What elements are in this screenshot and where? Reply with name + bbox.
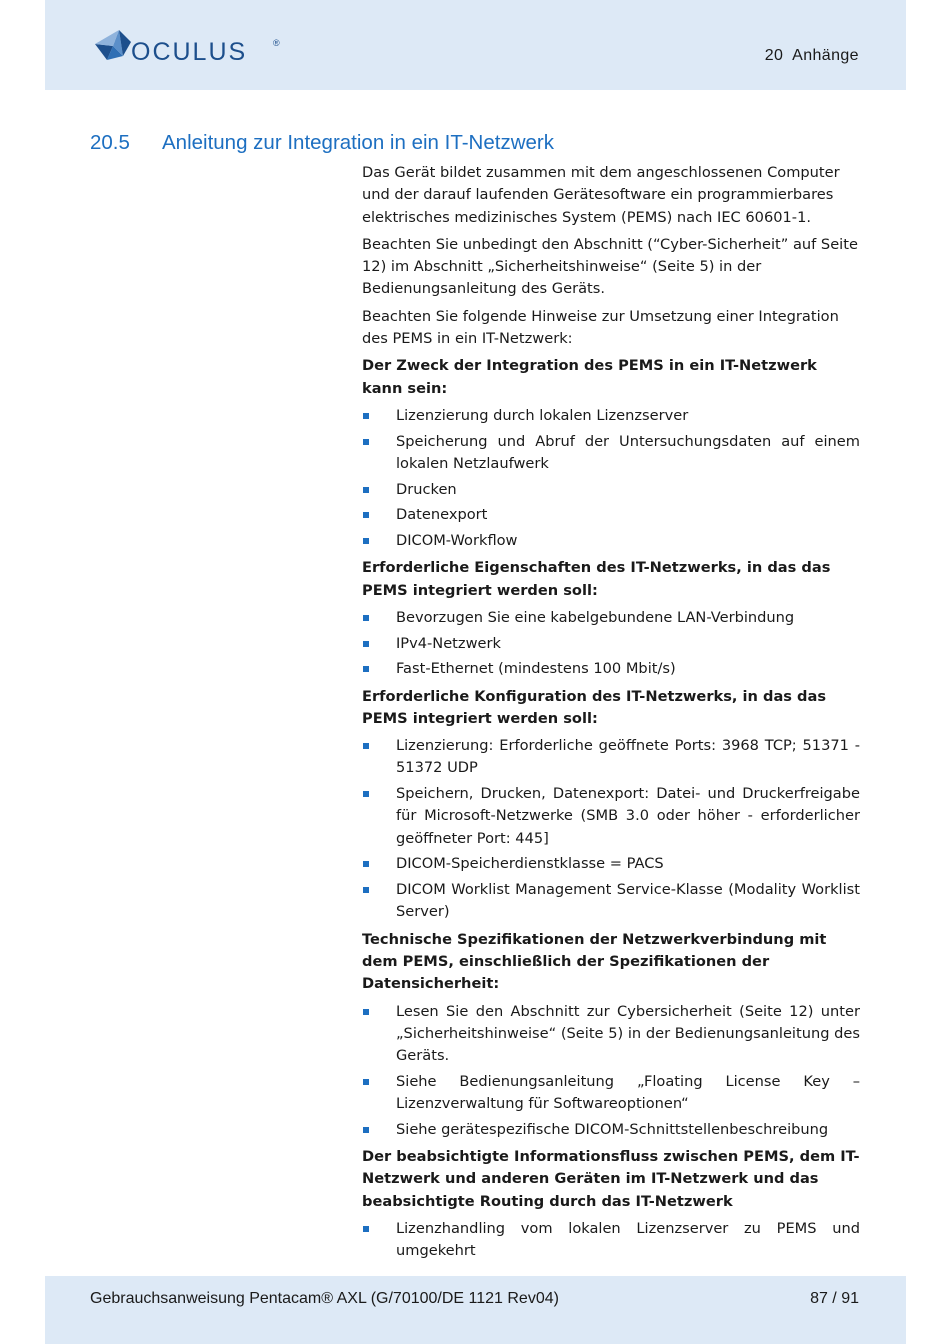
list-item bbox=[362, 431, 860, 476]
list-item-text: DICOM Worklist Management Service-Klasse (Modality Worklist Server) bbox=[396, 881, 860, 921]
oculus-logo bbox=[93, 26, 283, 66]
square-bullet-icon bbox=[363, 1079, 369, 1085]
registered-mark: ® bbox=[273, 38, 280, 48]
list-item-text: Lizenzhandling vom lokalen Lizenzserver zu PEMS und umgekehrt bbox=[396, 1220, 860, 1260]
list-item-text: DICOM-Workflow bbox=[396, 532, 518, 550]
list-item bbox=[362, 504, 860, 526]
page-footer bbox=[45, 1276, 906, 1344]
list-item-text: Siehe gerätespezifische DICOM-Schnittstellenbeschreibung bbox=[396, 1120, 829, 1138]
paragraph: Beachten Sie folgende Hinweise zur Umsetzung einer Integration des PEMS in ein IT-Netzwerk: bbox=[362, 307, 839, 348]
paragraph: Beachten Sie unbedingt den Abschnitt (“Cyber-Sicherheit” auf Seite 12) im Abschnitt „Sicherheitshinweise“ (Seite 5) in der Bedienungsanleitung des Geräts. bbox=[362, 235, 858, 298]
bullet-list bbox=[362, 607, 860, 681]
bullet-list bbox=[362, 1001, 860, 1142]
bullet-list bbox=[362, 735, 860, 924]
list-item-text: Drucken bbox=[396, 480, 457, 498]
list-item-text: Datenexport bbox=[396, 506, 488, 524]
list-item bbox=[362, 735, 860, 780]
square-bullet-icon bbox=[363, 791, 369, 797]
square-bullet-icon bbox=[363, 615, 369, 621]
square-bullet-icon bbox=[363, 1226, 369, 1232]
list-item-text: Fast-Ethernet (mindestens 100 Mbit/s) bbox=[396, 660, 676, 678]
square-bullet-icon bbox=[363, 1009, 369, 1015]
page-header bbox=[45, 0, 906, 90]
section-heading bbox=[90, 131, 554, 155]
square-bullet-icon bbox=[363, 538, 369, 544]
square-bullet-icon bbox=[363, 512, 369, 518]
list-item bbox=[362, 783, 860, 850]
list-item-text: DICOM-Speicherdienstklasse = PACS bbox=[396, 855, 664, 873]
logo-text: OCULUS bbox=[131, 38, 248, 66]
bullet-list bbox=[362, 405, 860, 552]
square-bullet-icon bbox=[363, 666, 369, 672]
list-item bbox=[362, 530, 860, 552]
list-item-text: Siehe Bedienungsanleitung „Floating License Key – Lizenzverwaltung für Softwareoptionen“ bbox=[396, 1072, 860, 1113]
paragraph: Das Gerät bildet zusammen mit dem angeschlossenen Computer und der darauf laufenden Gerätesoftware ein programmierbares elektrisches medizinisches System (PEMS) nach IEC 60601-1. bbox=[362, 164, 840, 226]
square-bullet-icon bbox=[363, 861, 369, 867]
list-item bbox=[362, 853, 860, 875]
document-id: Gebrauchsanweisung Pentacam® AXL (G/70100/DE 1121 Rev04) bbox=[90, 1290, 559, 1307]
oculus-logo-icon bbox=[93, 26, 283, 66]
chapter-label: 20 Anhänge bbox=[764, 47, 859, 64]
list-item-text: Bevorzugen Sie eine kabelgebundene LAN-Verbindung bbox=[396, 608, 795, 626]
section-title: Anleitung zur Integration in ein IT-Netzwerk bbox=[162, 131, 554, 154]
subheading: Der Zweck der Integration des PEMS in ein IT-Netzwerk kann sein: bbox=[362, 357, 817, 397]
list-item bbox=[362, 1119, 860, 1141]
square-bullet-icon bbox=[363, 1127, 369, 1133]
list-item-text: Speichern, Drucken, Datenexport: Datei- und Druckerfreigabe für Microsoft-Netzwerke (SMB 3.0 oder höher - erforderlicher geöffneter Port: 445] bbox=[396, 785, 860, 847]
list-item bbox=[362, 1071, 860, 1116]
list-item-text: Lesen Sie den Abschnitt zur Cybersicherheit (Seite 12) unter „Sicherheitshinweise“ (Seite 5) in der Bedienungsanleitung des Geräts. bbox=[396, 1002, 860, 1065]
list-item bbox=[362, 1001, 860, 1068]
square-bullet-icon bbox=[363, 887, 369, 893]
list-item bbox=[362, 879, 860, 924]
subheading: Technische Spezifikationen der Netzwerkverbindung mit dem PEMS, einschließlich der Spezifikationen der Datensicherheit: bbox=[362, 930, 827, 993]
square-bullet-icon bbox=[363, 439, 369, 445]
subheading: Der beabsichtigte Informationsfluss zwischen PEMS, dem IT-Netzwerk und anderen Geräten im IT-Netzwerk und das beabsichtigte Routing durch das IT-Netzwerk bbox=[362, 1148, 860, 1210]
list-item bbox=[362, 658, 860, 680]
list-item bbox=[362, 479, 860, 501]
list-item-text: IPv4-Netzwerk bbox=[396, 634, 501, 652]
list-item bbox=[362, 633, 860, 655]
subheading: Erforderliche Eigenschaften des IT-Netzwerks, in das das PEMS integriert werden soll: bbox=[362, 559, 831, 599]
square-bullet-icon bbox=[363, 487, 369, 493]
square-bullet-icon bbox=[363, 641, 369, 647]
subheading: Erforderliche Konfiguration des IT-Netzwerks, in das das PEMS integriert werden soll: bbox=[362, 687, 827, 727]
square-bullet-icon bbox=[363, 743, 369, 749]
list-item bbox=[362, 607, 860, 629]
list-item-text: Lizenzierung: Erforderliche geöffnete Ports: 3968 TCP; 51371 - 51372 UDP bbox=[396, 737, 860, 777]
list-item bbox=[362, 405, 860, 427]
list-item bbox=[362, 1218, 860, 1263]
list-item-text: Speicherung und Abruf der Untersuchungsdaten auf einem lokalen Netzlaufwerk bbox=[396, 432, 860, 472]
square-bullet-icon bbox=[363, 413, 369, 419]
bullet-list bbox=[362, 1218, 860, 1263]
page-number: 87 / 91 bbox=[810, 1290, 859, 1307]
main-content bbox=[362, 162, 860, 1268]
section-number: 20.5 bbox=[90, 131, 130, 154]
list-item-text: Lizenzierung durch lokalen Lizenzserver bbox=[396, 406, 689, 424]
